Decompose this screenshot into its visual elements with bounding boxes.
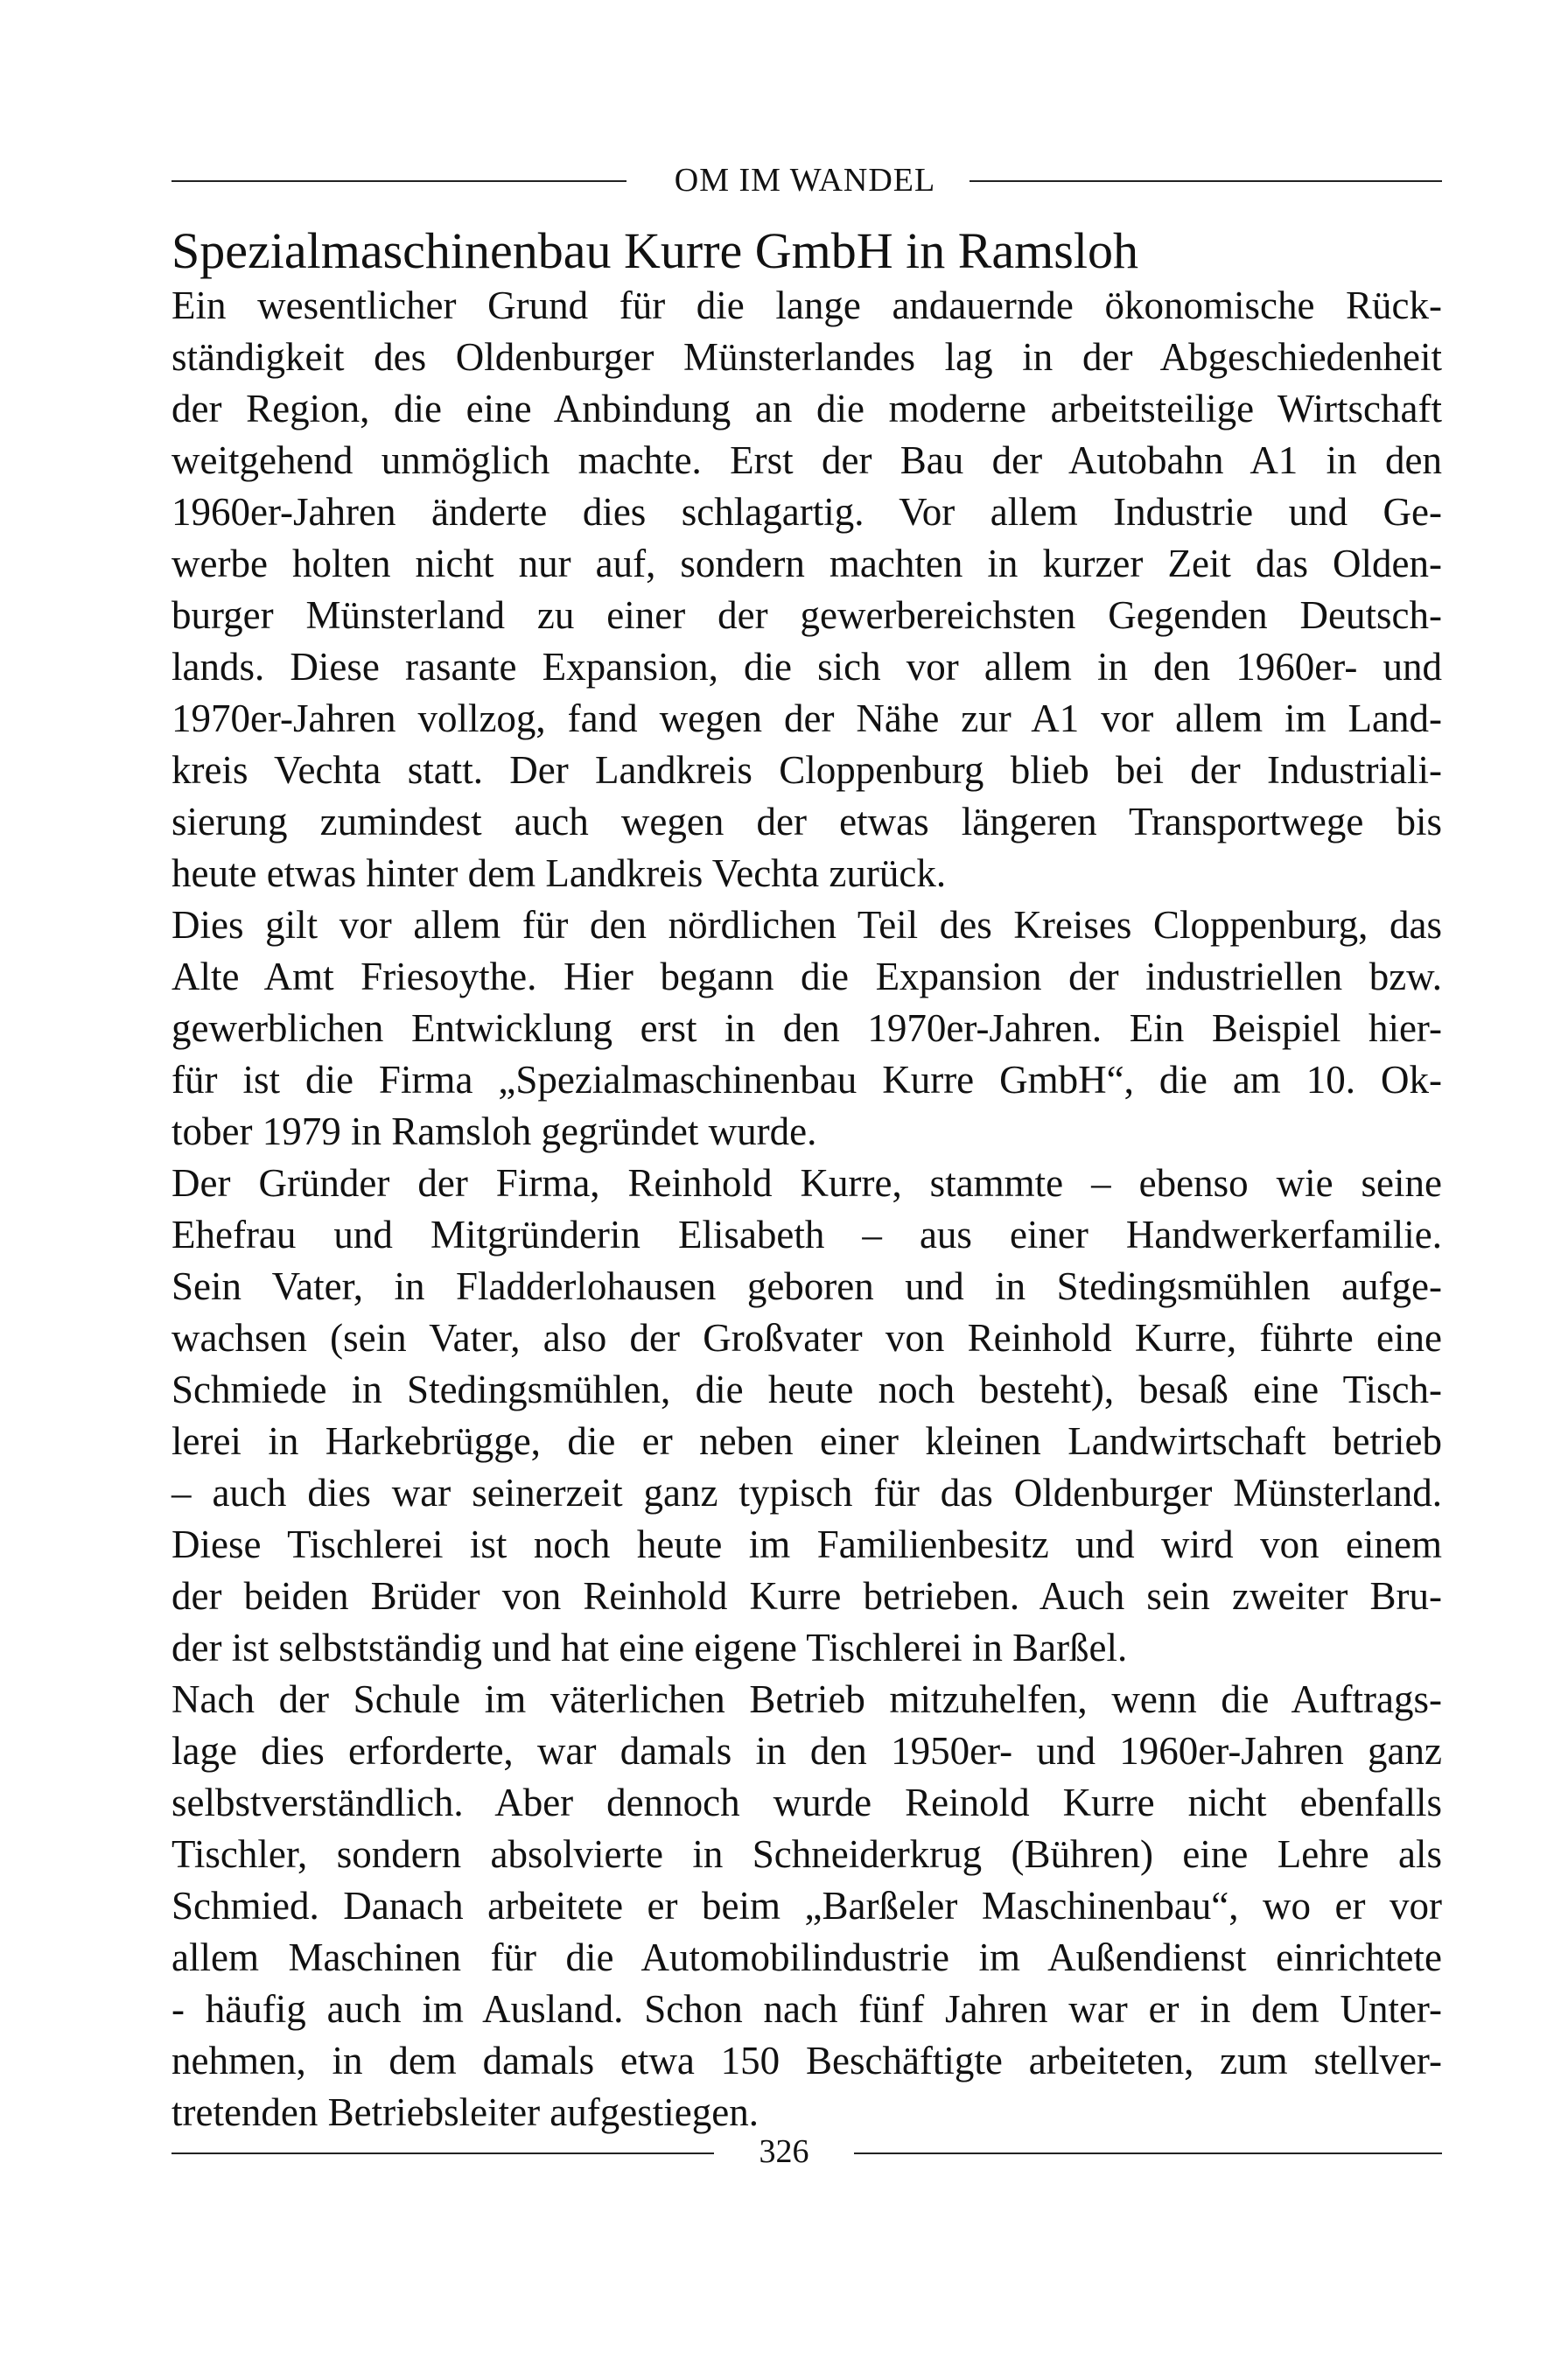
text-line: burger Münsterland zu einer der gewerbereichsten Gegenden Deutsch- <box>172 593 1442 637</box>
text-line: heute etwas hinter dem Landkreis Vechta zurück. <box>172 851 947 895</box>
text-line: Alte Amt Friesoythe. Hier begann die Expansion der industriellen bzw. <box>172 955 1442 998</box>
body-text <box>172 280 1442 2138</box>
text-line: weitgehend unmöglich machte. Erst der Bau der Autobahn A1 in den <box>172 438 1442 482</box>
text-line: der Region, die eine Anbindung an die moderne arbeitsteilige Wirtschaft <box>172 387 1442 430</box>
footer-rule-left <box>172 2152 714 2154</box>
page-number: 326 <box>759 2133 809 2170</box>
text-line: 1970er-Jahren vollzog, fand wegen der Nähe zur A1 vor allem im Land- <box>172 696 1442 740</box>
text-line: der beiden Brüder von Reinhold Kurre betrieben. Auch sein zweiter Bru- <box>172 1574 1442 1618</box>
text-line: werbe holten nicht nur auf, sondern machten in kurzer Zeit das Olden- <box>172 542 1442 585</box>
text-line: der ist selbstständig und hat eine eigene Tischlerei in Barßel. <box>172 1626 1128 1670</box>
text-line: allem Maschinen für die Automobilindustrie im Außendienst einrichtete <box>172 1936 1442 1979</box>
text-line: für ist die Firma „Spezialmaschinenbau Kurre GmbH“, die am 10. Ok- <box>172 1058 1442 1102</box>
text-line: selbstverständlich. Aber dennoch wurde Reinold Kurre nicht ebenfalls <box>172 1781 1442 1824</box>
header-rule-right <box>970 180 1442 182</box>
text-line: Ehefrau und Mitgründerin Elisabeth – aus einer Handwerkerfamilie. <box>172 1213 1442 1256</box>
text-line: ständigkeit des Oldenburger Münsterlandes lag in der Abgeschiedenheit <box>172 335 1442 379</box>
text-line: wachsen (sein Vater, also der Großvater von Reinhold Kurre, führte eine <box>172 1316 1442 1360</box>
text-line: Schmied. Danach arbeitete er beim „Barßeler Maschinenbau“, wo er vor <box>172 1884 1442 1928</box>
text-line: lage dies erforderte, war damals in den 1950er- und 1960er-Jahren ganz <box>172 1729 1442 1773</box>
running-head: OM IM WANDEL <box>674 162 936 199</box>
text-line: Der Gründer der Firma, Reinhold Kurre, stammte – ebenso wie seine <box>172 1161 1442 1205</box>
text-line: Ein wesentlicher Grund für die lange andauernde ökonomische Rück- <box>172 284 1442 327</box>
header-rule-left <box>172 180 626 182</box>
text-line: Sein Vater, in Fladderlohausen geboren und in Stedingsmühlen aufge- <box>172 1264 1442 1308</box>
text-line: Tischler, sondern absolvierte in Schneiderkrug (Bühren) eine Lehre als <box>172 1832 1442 1876</box>
text-line: lerei in Harkebrügge, die er neben einer kleinen Landwirtschaft betrieb <box>172 1419 1442 1463</box>
text-line: lands. Diese rasante Expansion, die sich vor allem in den 1960er- und <box>172 645 1442 689</box>
text-line: 1960er-Jahren änderte dies schlagartig. Vor allem Industrie und Ge- <box>172 490 1442 534</box>
text-line: tretenden Betriebsleiter aufgestiegen. <box>172 2090 759 2134</box>
text-line: sierung zumindest auch wegen der etwas längeren Transportwege bis <box>172 800 1442 844</box>
article-title: Spezialmaschinenbau Kurre GmbH in Ramsloh <box>172 222 1138 279</box>
footer-rule-right <box>854 2152 1442 2154</box>
text-line: Diese Tischlerei ist noch heute im Familienbesitz und wird von einem <box>172 1522 1442 1566</box>
text-line: kreis Vechta statt. Der Landkreis Cloppenburg blieb bei der Industriali- <box>172 748 1442 792</box>
text-line: - häufig auch im Ausland. Schon nach fünf Jahren war er in dem Unter- <box>172 1987 1442 2031</box>
text-line: nehmen, in dem damals etwa 150 Beschäftigte arbeiteten, zum stellver- <box>172 2039 1442 2082</box>
text-line: gewerblichen Entwicklung erst in den 1970er-Jahren. Ein Beispiel hier- <box>172 1006 1442 1050</box>
text-line: – auch dies war seinerzeit ganz typisch für das Oldenburger Münsterland. <box>172 1471 1442 1515</box>
text-line: tober 1979 in Ramsloh gegründet wurde. <box>172 1110 817 1153</box>
text-line: Nach der Schule im väterlichen Betrieb mitzuhelfen, wenn die Auftrags- <box>172 1677 1442 1721</box>
text-line: Dies gilt vor allem für den nördlichen Teil des Kreises Cloppenburg, das <box>172 903 1442 947</box>
text-line: Schmiede in Stedingsmühlen, die heute noch besteht), besaß eine Tisch- <box>172 1368 1442 1411</box>
